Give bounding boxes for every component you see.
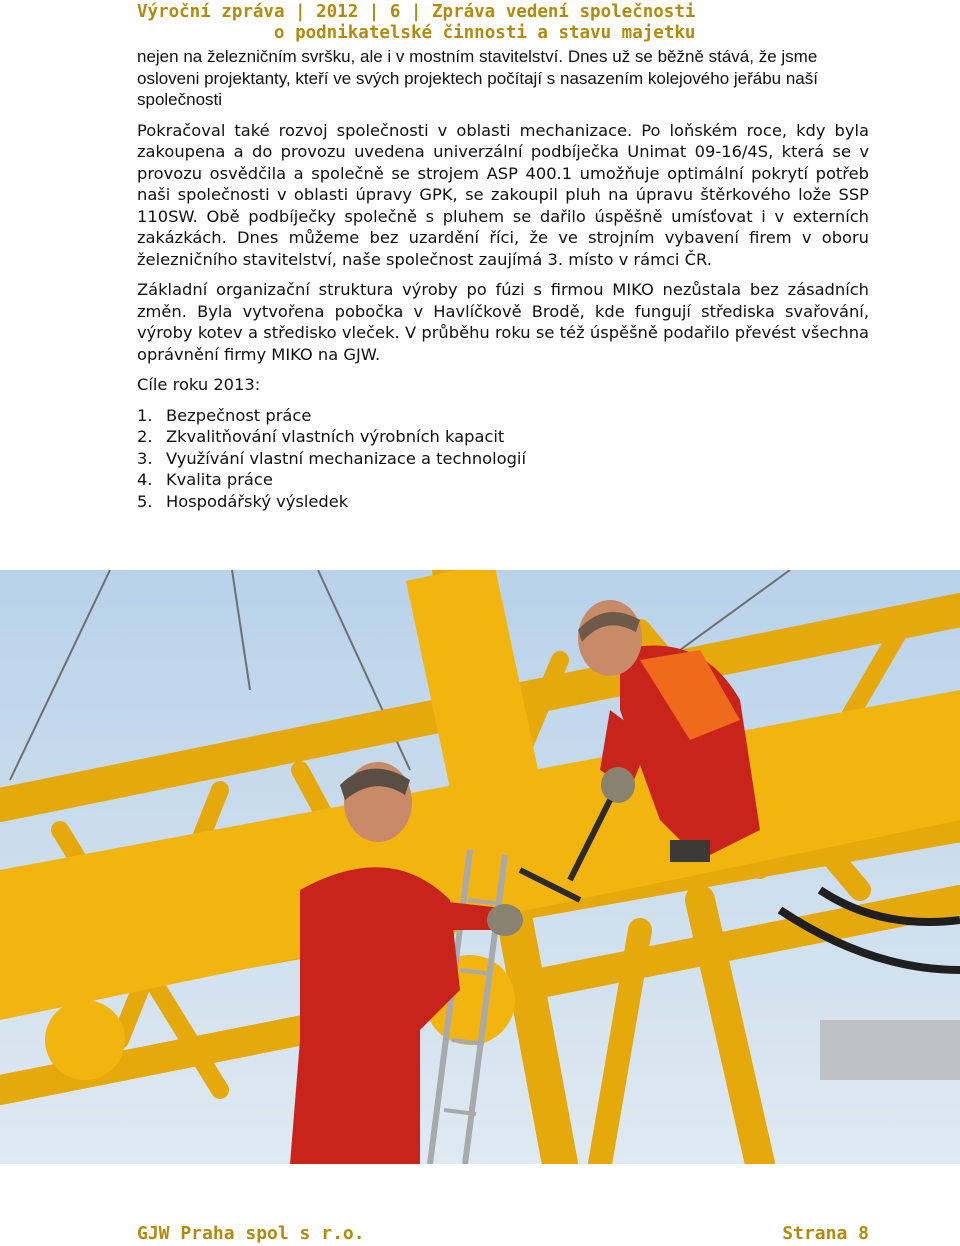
photo-illustration: [0, 570, 960, 1164]
list-item-number: 5.: [137, 491, 153, 511]
goals-list: [137, 405, 869, 513]
list-item-number: 3.: [137, 448, 153, 468]
list-item: [137, 426, 869, 448]
list-item: [137, 405, 869, 427]
list-item: [137, 448, 869, 470]
steel-plate: [820, 1020, 960, 1080]
structure-paragraph: Základní organizační struktura výroby po fúzi s firmou MIKO nezůstala bez zásadních změn. Byla vytvořena pobočka v Havlíčkově Brodě, kde fungují střediska svařování, výroby kotev a středisko vleček. V průběhu roku se též úspěšně podařilo převést všechna oprávnění firmy MIKO na GJW.: [137, 280, 869, 364]
crane-workers-photo: [0, 570, 960, 1164]
goals-heading: Cíle roku 2013:: [137, 375, 261, 394]
page-header: [137, 2, 837, 44]
list-item-text: Využívání vlastní mechanizace a technologií: [166, 448, 526, 468]
footer-page-number: Strana 8: [782, 1223, 869, 1244]
list-item-text: Bezpečnost práce: [166, 405, 312, 425]
list-item-text: Kvalita práce: [166, 470, 273, 489]
list-item: [137, 491, 869, 513]
list-item-text: Zkvalitňování vlastních výrobních kapacit: [166, 427, 505, 446]
page-footer: [137, 1222, 869, 1246]
list-item-text: Hospodářský výsledek: [166, 491, 349, 511]
footer-company: GJW Praha spol s r.o.: [137, 1223, 365, 1244]
list-item: [137, 469, 869, 491]
list-item-number: 1.: [137, 405, 153, 425]
list-item-number: 4.: [137, 470, 153, 489]
header-title: Výroční zpráva | 2012 | 6 | Zpráva vedení společnosti: [137, 2, 696, 22]
list-item-number: 2.: [137, 427, 153, 446]
intro-paragraph: nejen na železničním svršku, ale i v mostním stavitelství. Dnes už se běžně stává, že jsme osloveni projektanty, kteří ve svých projektech počítají s nasazením kolejového jeřábu naší společnosti: [137, 47, 818, 109]
header-subtitle: o podnikatelské činnosti a stavu majetku: [274, 23, 696, 43]
report-body: [137, 46, 869, 512]
mechanization-paragraph: Pokračoval také rozvoj společnosti v oblasti mechanizace. Po loňském roce, kdy byla zakoupena a do provozu uvedena univerzální podbíječka Unimat 09-16/4S, která se v provozu osvědčila a společně se strojem ASP 400.1 umožňuje optimální pokrytí potřeb naši společnosti v oblasti úpravy GPK, se zakoupil pluh na úpravu štěrkového lože SSP 110SW. Obě podbíječky společně s pluhem se dařilo úspěšně umísťovat i v externích zakázkách. Dnes můžeme bez uzardění říci, že ve strojním vybavení firem v oboru železničního stavitelství, naše společnost zaujímá 3. místo v rámci ČR.: [137, 120, 869, 269]
